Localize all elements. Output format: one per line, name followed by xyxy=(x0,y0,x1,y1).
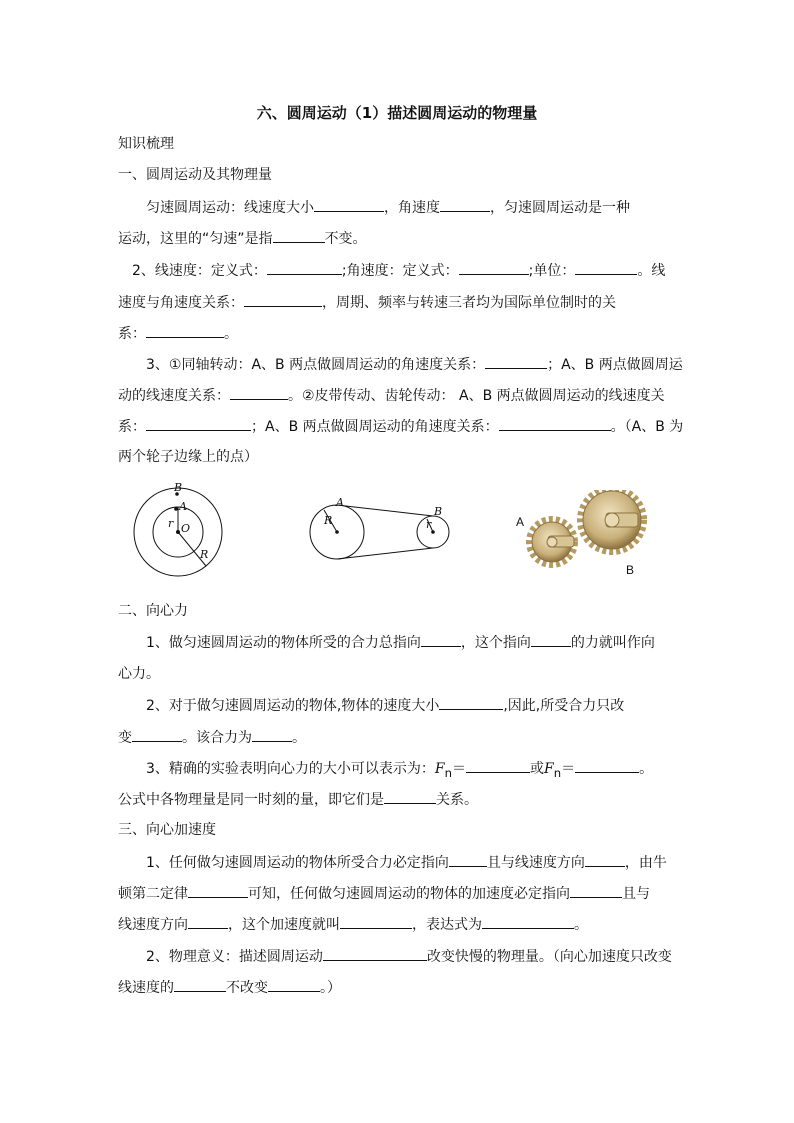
s2-paragraph-2: 2、对于做匀速圆周运动的物体,物体的速度大小 ,因此,所受合力只改 xyxy=(146,695,624,716)
coaxial-rotation-figure xyxy=(128,480,228,580)
blank[interactable] xyxy=(570,883,622,898)
blank[interactable] xyxy=(174,977,226,992)
blank[interactable] xyxy=(244,292,322,307)
belt-bottom xyxy=(337,548,433,559)
knowledge-heading: 知识梳理 xyxy=(118,136,174,152)
label-r: r xyxy=(426,518,432,531)
page-title: 六、圆周运动（1）描述圆周运动的物理量 xyxy=(256,104,538,122)
blank[interactable] xyxy=(585,852,625,867)
label-B: B xyxy=(626,563,635,577)
s3-paragraph-2: 2、物理意义：描述圆周运动 改变快慢的物理量。（向心加速度只改变 xyxy=(146,946,672,967)
belt-top xyxy=(337,505,433,516)
blank[interactable] xyxy=(314,197,384,212)
label-R: R xyxy=(324,514,333,527)
blank[interactable] xyxy=(273,228,325,243)
s1-paragraph-3-cont: 动的线速度关系： 。②皮带传动、齿轮传动： A、B 两点做圆周运动的线速度关 xyxy=(118,385,665,406)
blank[interactable] xyxy=(575,260,637,275)
s3-paragraph-1: 1、任何做匀速圆周运动的物体所受合力必定指向 且与线速度方向 ，由牛 xyxy=(146,852,667,873)
label-A: A xyxy=(336,496,344,509)
label-O: O xyxy=(181,522,191,535)
blank[interactable] xyxy=(340,914,412,929)
label-B: B xyxy=(434,505,443,518)
blank[interactable] xyxy=(146,416,251,431)
s1-paragraph-1-cont: 运动，这里的“匀速”是指 不变。 xyxy=(118,228,367,249)
blank[interactable] xyxy=(188,914,228,929)
blank[interactable] xyxy=(323,946,427,961)
section3-heading: 三、向心加速度 xyxy=(118,822,216,838)
blank[interactable] xyxy=(449,852,487,867)
blank[interactable] xyxy=(459,260,529,275)
blank[interactable] xyxy=(268,977,320,992)
s3-paragraph-1-end: 线速度方向 ，这个加速度就叫 ，表达式为 。 xyxy=(118,914,588,935)
blank[interactable] xyxy=(440,197,490,212)
blank[interactable] xyxy=(575,758,639,773)
s1-paragraph-2: 2、线速度：定义式： ;角速度：定义式： ;单位： 。线 xyxy=(132,260,665,281)
section2-heading: 二、向心力 xyxy=(118,603,188,619)
label-B: B xyxy=(174,481,183,494)
small-wheel-center xyxy=(431,530,435,534)
blank[interactable] xyxy=(421,632,461,647)
blank[interactable] xyxy=(499,416,611,431)
section1-heading: 一、圆周运动及其物理量 xyxy=(118,167,272,183)
s1-paragraph-3-cont2: 系： ；A、B 两点做圆周运动的角速度关系： 。（A、B 为 xyxy=(118,416,683,437)
blank[interactable] xyxy=(146,323,224,338)
blank[interactable] xyxy=(267,260,342,275)
s2-paragraph-2-cont: 变 。该合力为 。 xyxy=(118,727,306,748)
s1-paragraph-3-end: 两个轮子边缘上的点） xyxy=(118,449,258,465)
blank[interactable] xyxy=(466,758,530,773)
label-r: r xyxy=(168,517,174,530)
s2-paragraph-3-cont: 公式中各物理量是同一时刻的量，即它们是 关系。 xyxy=(118,789,478,810)
label-R: R xyxy=(200,548,209,561)
s3-paragraph-2-cont: 线速度的 不改变 。） xyxy=(118,977,341,998)
s1-paragraph-3: 3、①同轴转动：A、B 两点做圆周运动的角速度关系： ；A、B 两点做圆周运 xyxy=(146,354,683,375)
point-A xyxy=(174,507,178,511)
blank[interactable] xyxy=(439,695,503,710)
blank[interactable] xyxy=(132,727,182,742)
s1-paragraph-1: 匀速圆周运动：线速度大小 ，角速度 ，匀速圆周运动是一种 xyxy=(146,197,630,218)
s2-paragraph-1-cont: 心力。 xyxy=(118,666,160,682)
gear-drive-figure xyxy=(512,490,672,580)
blank[interactable] xyxy=(384,789,436,804)
label-A: A xyxy=(179,500,187,513)
blank[interactable] xyxy=(531,632,571,647)
blank[interactable] xyxy=(485,354,547,369)
label-A: A xyxy=(516,515,525,529)
blank[interactable] xyxy=(482,914,574,929)
s3-paragraph-1-cont: 顿第二定律 可知，任何做匀速圆周运动的物体的加速度必定指向 且与 xyxy=(118,883,650,904)
blank[interactable] xyxy=(252,727,292,742)
s1-paragraph-2-cont: 速度与角速度关系： ，周期、频率与转速三者均为国际单位制时的关 xyxy=(118,292,616,313)
blank[interactable] xyxy=(188,883,248,898)
large-gear xyxy=(580,490,644,552)
belt-drive-figure xyxy=(300,490,460,570)
center-point-O xyxy=(176,530,180,534)
s1-paragraph-2-end: 系： 。 xyxy=(118,323,238,344)
s2-paragraph-3: 3、精确的实验表明向心力的大小可以表示为：$F_n=$ 或$F_n=$ 。 xyxy=(146,758,653,783)
small-gear xyxy=(529,519,575,565)
blank[interactable] xyxy=(230,385,288,400)
s2-paragraph-1: 1、做匀速圆周运动的物体所受的合力总指向 ，这个指向 的力就叫作向 xyxy=(146,632,655,653)
large-wheel-center xyxy=(335,530,339,534)
